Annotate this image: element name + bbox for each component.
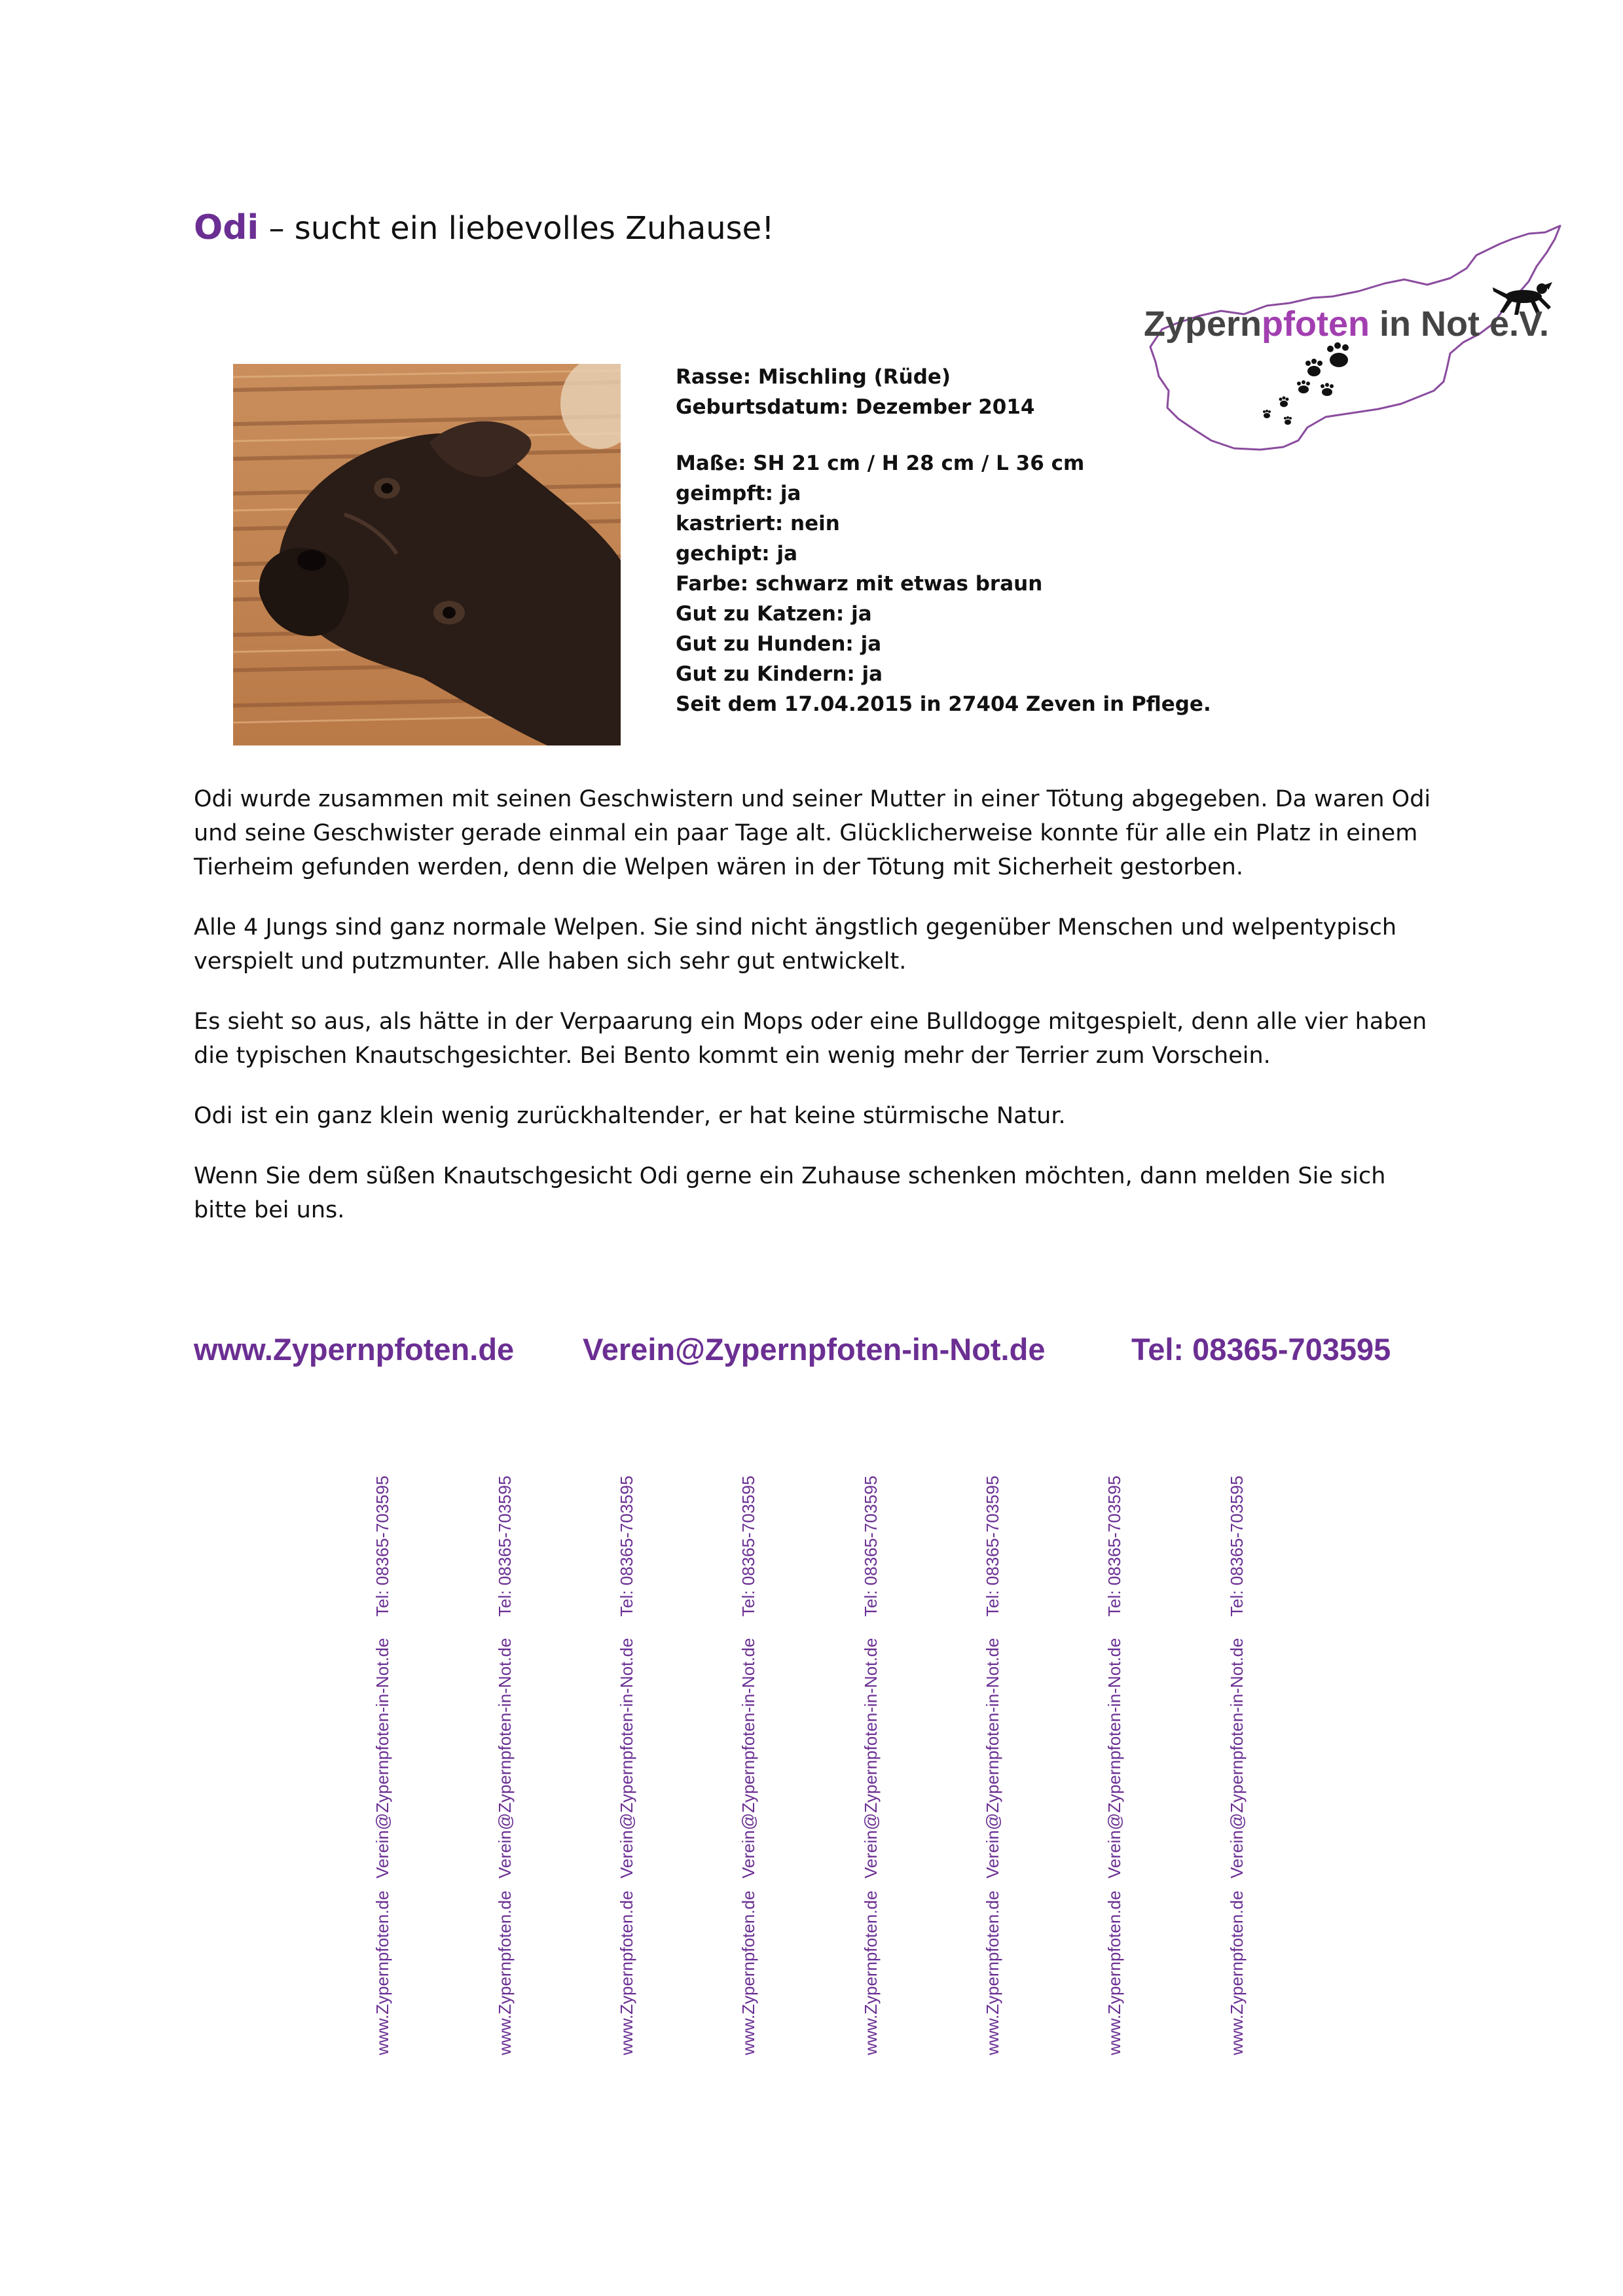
- strip-phone: Tel: 08365-703595: [617, 1475, 636, 1617]
- dog-photo: [233, 364, 621, 745]
- paragraph: Wenn Sie dem süßen Knautschgesicht Odi gerne ein Zuhause schenken möchten, dann melden Sie sich bitte bei uns.: [194, 1163, 1386, 1223]
- fact-neutered: kastriert: nein: [676, 512, 840, 535]
- strip-email: Verein@Zypernpfoten-in-Not.de: [373, 1638, 392, 1878]
- strip-email: Verein@Zypernpfoten-in-Not.de: [495, 1638, 515, 1878]
- page-title: [194, 208, 774, 248]
- strip-website: www.Zypernpfoten.de: [373, 1890, 392, 2055]
- dog-name: Odi: [194, 208, 259, 247]
- strip-website: www.Zypernpfoten.de: [1227, 1890, 1247, 2055]
- tear-off-strip[interactable]: [973, 1453, 1012, 2055]
- strip-website: www.Zypernpfoten.de: [739, 1890, 758, 2055]
- email-link[interactable]: Verein@Zypernpfoten-in-Not.de: [583, 1332, 1046, 1367]
- tear-off-strip[interactable]: [363, 1453, 402, 2055]
- tear-off-strip[interactable]: [485, 1453, 524, 2055]
- strip-website: www.Zypernpfoten.de: [495, 1890, 515, 2055]
- strip-email: Verein@Zypernpfoten-in-Not.de: [739, 1638, 758, 1878]
- fact-chipped: gechipt: ja: [676, 542, 798, 565]
- svg-text:Zypernpfoten in Not e.V.: [1144, 304, 1549, 344]
- tear-off-strip[interactable]: [851, 1453, 890, 2055]
- logo-text-b: pfoten: [1262, 304, 1370, 344]
- strip-email: Verein@Zypernpfoten-in-Not.de: [1104, 1638, 1124, 1878]
- paragraph: Odi wurde zusammen mit seinen Geschwistern und seiner Mutter in einer Tötung abgegeben. Da waren Odi und seine Geschwister gerade einmal ein paar Tage alt. Glücklicherweise konnte für alle ein Platz in einem Tierheim gefunden werden, denn die Welpen wären in der Tötung mit Sicherheit gestorben.: [194, 786, 1431, 880]
- strip-phone: Tel: 08365-703595: [373, 1475, 392, 1617]
- fact-breed: Rasse: Mischling (Rüde): [676, 365, 951, 389]
- strip-email: Verein@Zypernpfoten-in-Not.de: [617, 1638, 636, 1878]
- strip-website: www.Zypernpfoten.de: [861, 1890, 881, 2055]
- strip-phone: Tel: 08365-703595: [983, 1475, 1002, 1617]
- fact-children: Gut zu Kindern: ja: [676, 662, 883, 686]
- strip-phone: Tel: 08365-703595: [495, 1475, 515, 1617]
- logo-text-a: Zypern: [1144, 304, 1262, 344]
- phone-number: Tel: 08365-703595: [1131, 1332, 1391, 1367]
- strip-email: Verein@Zypernpfoten-in-Not.de: [1227, 1638, 1247, 1878]
- fact-dogs: Gut zu Hunden: ja: [676, 632, 882, 656]
- dog-facts: [676, 362, 1211, 719]
- strip-phone: Tel: 08365-703595: [1104, 1475, 1124, 1617]
- strip-email: Verein@Zypernpfoten-in-Not.de: [983, 1638, 1002, 1878]
- fact-measurements: Maße: SH 21 cm / H 28 cm / L 36 cm: [676, 452, 1085, 475]
- paragraph: Odi ist ein ganz klein wenig zurückhaltender, er hat keine stürmische Natur.: [194, 1103, 1066, 1129]
- fact-foster-since: Seit dem 17.04.2015 in 27404 Zeven in Pflege.: [676, 692, 1211, 716]
- tear-off-strip[interactable]: [607, 1453, 646, 2055]
- strip-website: www.Zypernpfoten.de: [617, 1890, 636, 2055]
- paragraph: Alle 4 Jungs sind ganz normale Welpen. Sie sind nicht ängstlich gegenüber Menschen und welpentypisch verspielt und putzmunter. Alle haben sich sehr gut entwickelt.: [194, 914, 1397, 975]
- strip-phone: Tel: 08365-703595: [1227, 1475, 1247, 1617]
- fact-birthdate: Geburtsdatum: Dezember 2014: [676, 395, 1035, 419]
- strip-phone: Tel: 08365-703595: [739, 1475, 758, 1617]
- tear-off-strip[interactable]: [1095, 1453, 1134, 2055]
- fact-color: Farbe: schwarz mit etwas braun: [676, 572, 1043, 596]
- paragraph: Es sieht so aus, als hätte in der Verpaarung ein Mops oder eine Bulldogge mitgespielt, denn alle vier haben die typischen Knautschgesichter. Bei Bento kommt ein wenig mehr der Terrier zum Vorschein.: [194, 1009, 1427, 1069]
- strip-website: www.Zypernpfoten.de: [983, 1890, 1002, 2055]
- strip-website: www.Zypernpfoten.de: [1104, 1890, 1124, 2055]
- fact-cats: Gut zu Katzen: ja: [676, 602, 872, 626]
- tear-off-strip[interactable]: [1217, 1453, 1256, 2055]
- fact-vaccinated: geimpft: ja: [676, 482, 801, 505]
- strip-phone: Tel: 08365-703595: [861, 1475, 881, 1617]
- website-link[interactable]: www.Zypernpfoten.de: [194, 1332, 515, 1367]
- strip-email: Verein@Zypernpfoten-in-Not.de: [861, 1638, 881, 1878]
- tear-off-strip[interactable]: [729, 1453, 768, 2055]
- logo-text-c: in Not e.V.: [1370, 304, 1550, 344]
- description: [194, 782, 1438, 1253]
- title-tagline: – sucht ein liebevolles Zuhause!: [259, 210, 775, 247]
